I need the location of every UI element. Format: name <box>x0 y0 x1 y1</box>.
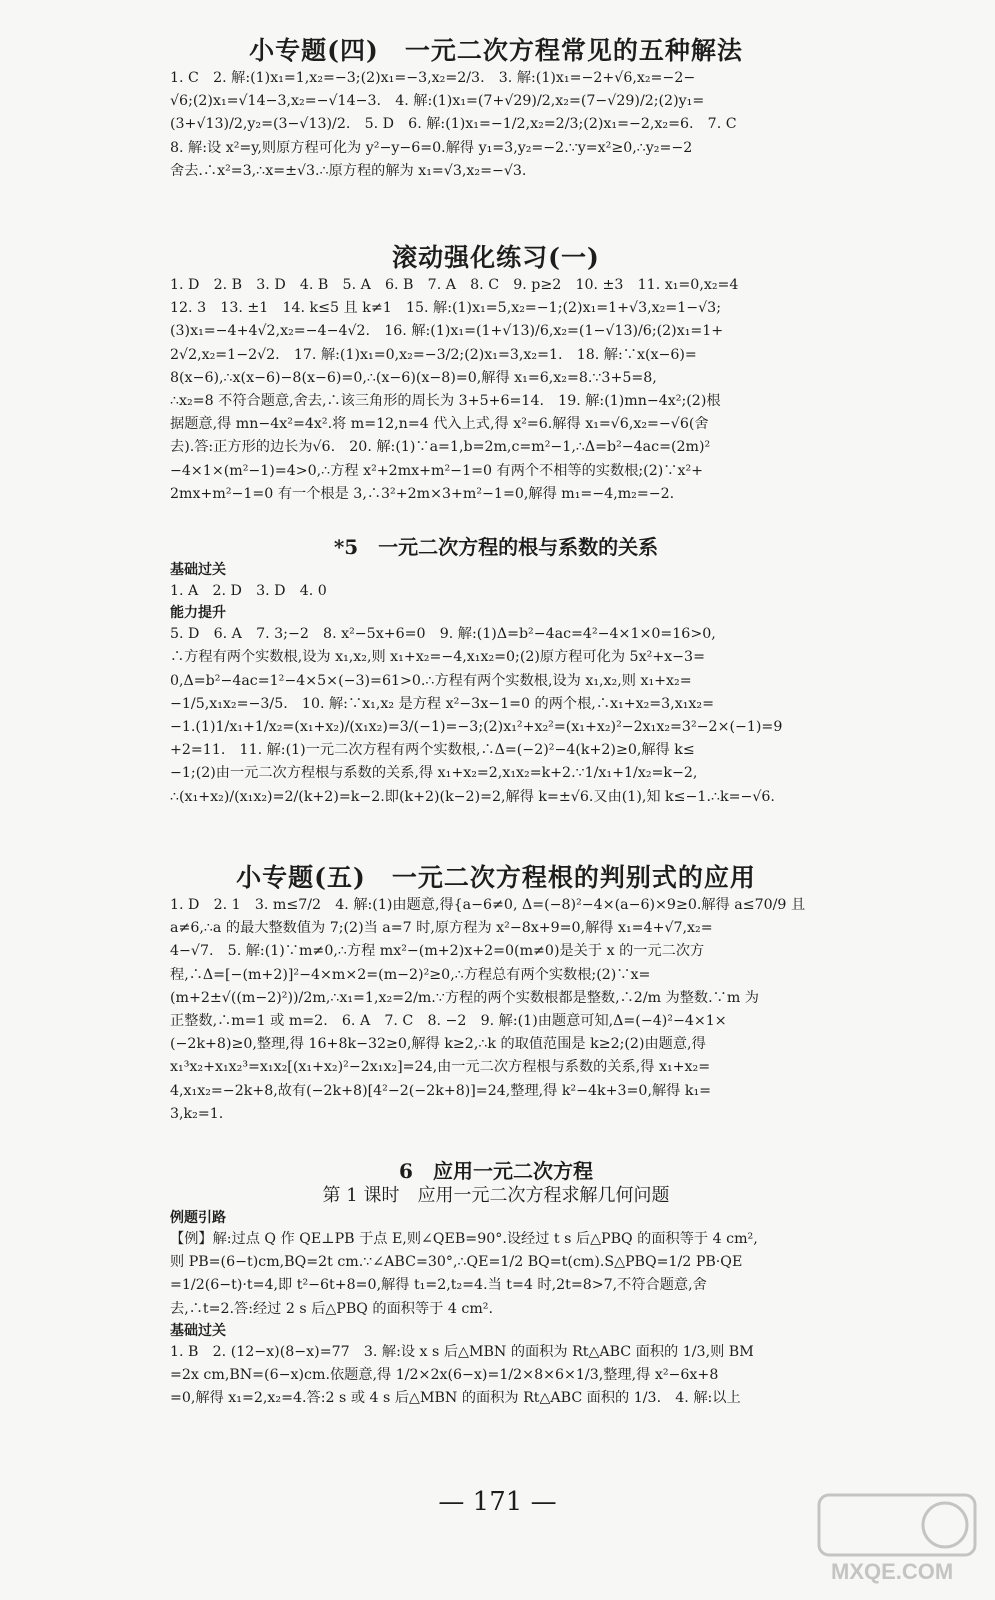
text-line: 4,x₁x₂=−2k+8,故有(−2k+8)[4²−2(−2k+8)]=24,整理,得 k²−4k+3=0,解得 k₁= <box>170 1082 712 1099</box>
text-line: ∴x₂=8 不符合题意,舍去,∴该三角形的周长为 3+5+6=14. 19. 解:(1)mn−4x²;(2)根 <box>170 393 721 410</box>
page-number: — 171 — <box>438 1487 557 1517</box>
text-line: =2x cm,BN=(6−x)cm.依题意,得 1/2×2x(6−x)=1/2×8×6×1/3,整理,得 x²−6x+8 <box>170 1367 719 1384</box>
text-line: 0,Δ=b²−4ac=1²−4×5×(−3)=61>0.∴方程有两个实数根,设为 x₁,x₂,则 x₁+x₂= <box>170 672 692 689</box>
text-line: 1. B 2. (12−x)(8−x)=77 3. 解:设 x s 后△MBN 的面积为 Rt△ABC 面积的 1/3,则 BM <box>170 1343 754 1360</box>
text-line: 12. 3 13. ±1 14. k≤5 且 k≠1 15. 解:(1)x₁=5,x₂=−1;(2)x₁=1+√3,x₂=1−√3; <box>170 300 721 317</box>
text-line: 5. D 6. A 7. 3;−2 8. x²−5x+6=0 9. 解:(1)Δ=b²−4ac=4²−4×1×0=16>0, <box>170 626 716 643</box>
section-body <box>170 67 822 183</box>
section-title: 小专题(五) 一元二次方程根的判别式的应用 <box>236 863 756 892</box>
example-body <box>170 1228 822 1321</box>
text-line: 3,k₂=1. <box>170 1105 224 1122</box>
text-line: 去,∴t=2.答:经过 2 s 后△PBQ 的面积等于 4 cm². <box>170 1300 493 1317</box>
text-line: 4−√7. 5. 解:(1)∵m≠0,∴方程 mx²−(m+2)x+2=0(m≠0)是关于 x 的一元二次方 <box>170 943 705 960</box>
subheading-advanced: 能力提升 <box>170 605 226 622</box>
text-line: =1/2(6−t)·t=4,即 t²−6t+8=0,解得 t₁=2,t₂=4.当 t=4 时,2t=8>7,不符合题意,舍 <box>170 1277 707 1294</box>
text-line: −1;(2)由一元二次方程根与系数的关系,得 x₁+x₂=2,x₁x₂=k+2.∵1/x₁+1/x₂=k−2, <box>170 765 698 782</box>
lesson-title: 第 1 课时 应用一元二次方程求解几何问题 <box>322 1185 670 1206</box>
text-line: 1. D 2. 1 3. m≤7/2 4. 解:(1)由题意,得{a−6≠0, Δ=(−8)²−4×(a−6)×9≥0.解得 a≤70/9 且 <box>170 897 806 913</box>
watermark-logo <box>817 1491 977 1586</box>
text-line: (m+2±√((m−2)²))/2m,∴x₁=1,x₂=2/m.∵方程的两个实数根都是整数,∴2/m 为整数.∵m 为 <box>170 989 759 1006</box>
svg-text:MXQE.COM: MXQE.COM <box>831 1559 954 1584</box>
text-line: −1.(1)1/x₁+1/x₂=(x₁+x₂)/(x₁x₂)=3/(−1)=−3;(2)x₁²+x₂²=(x₁+x₂)²−2x₁x₂=3²−2×(−1)=9 <box>170 719 783 736</box>
text-line: 8. 解:设 x²=y,则原方程可化为 y²−y−6=0.解得 y₁=3,y₂=−2.∵y=x²≥0,∴y₂=−2 <box>170 139 693 156</box>
section-title: 6 应用一元二次方程 <box>399 1159 593 1183</box>
text-line: (3)x₁=−4+4√2,x₂=−4−4√2. 16. 解:(1)x₁=(1+√13)/6,x₂=(1−√13)/6;(2)x₁=1+ <box>170 323 724 340</box>
text-line: −4×1×(m²−1)=4>0,∴方程 x²+2mx+m²−1=0 有两个不相等的实数根;(2)∵x²+ <box>170 462 704 479</box>
text-line: +2=11. 11. 解:(1)一元二次方程有两个实数根,∴Δ=(−2)²−4(k+2)≥0,解得 k≤ <box>170 742 695 759</box>
text-line: √6;(2)x₁=√14−3,x₂=−√14−3. 4. 解:(1)x₁=(7+√29)/2,x₂=(7−√29)/2;(2)y₁= <box>170 93 705 110</box>
text-line: 【例】解:过点 Q 作 QE⊥PB 于点 E,则∠QEB=90°.设经过 t s 后△PBQ 的面积等于 4 cm², <box>170 1231 758 1247</box>
text-line: 据题意,得 mn−4x²=4x².将 m=12,n=4 代入上式,得 x²=6.解得 x₁=√6,x₂=−√6(舍 <box>170 416 709 433</box>
text-line: (3+√13)/2,y₂=(3−√13)/2. 5. D 6. 解:(1)x₁=−1/2,x₂=2/3;(2)x₁=−2,x₂=6. 7. C <box>170 116 737 133</box>
section-body <box>170 1341 822 1411</box>
text-line: ∴方程有两个实数根,设为 x₁,x₂,则 x₁+x₂=−4,x₁x₂=0;(2)原方程可化为 5x²+x−3= <box>170 649 705 666</box>
subheading-basic: 基础过关 <box>170 1322 226 1339</box>
section-title: 小专题(四) 一元二次方程常见的五种解法 <box>249 36 743 65</box>
text-line: −1/5,x₁x₂=−3/5. 10. 解:∵x₁,x₂ 是方程 x²−3x−1=0 的两个根,∴x₁+x₂=3,x₁x₂= <box>170 695 714 712</box>
text-line: 正整数,∴m=1 或 m=2. 6. A 7. C 8. −2 9. 解:(1)由题意可知,Δ=(−4)²−4×1× <box>170 1013 727 1030</box>
text-line: 程,∴Δ=[−(m+2)]²−4×m×2=(m−2)²≥0,∴方程总有两个实数根;(2)∵x= <box>170 966 651 983</box>
section-body <box>170 580 822 603</box>
text-line: 1. C 2. 解:(1)x₁=1,x₂=−3;(2)x₁=−3,x₂=2/3. 3. 解:(1)x₁=−2+√6,x₂=−2− <box>170 70 696 86</box>
text-line: a≠6,∴a 的最大整数值为 7;(2)当 a=7 时,原方程为 x²−8x+9=0,解得 x₁=4+√7,x₂= <box>170 920 713 937</box>
section-application <box>170 1158 822 1410</box>
text-line: 2√2,x₂=1−2√2. 17. 解:(1)x₁=0,x₂=−3/2;(2)x₁=3,x₂=1. 18. 解:∵x(x−6)= <box>170 346 697 363</box>
section-title: 滚动强化练习(一) <box>392 243 600 272</box>
subheading-example: 例题引路 <box>170 1210 226 1226</box>
text-line: 2mx+m²−1=0 有一个根是 3,∴3²+2m×3+m²−1=0,解得 m₁=−4,m₂=−2. <box>170 485 675 502</box>
section-root-coefficient-relation <box>170 534 822 809</box>
text-line: 8(x−6),∴x(x−6)−8(x−6)=0,∴(x−6)(x−8)=0,解得 x₁=6,x₂=8.∵3+5=8, <box>170 369 657 386</box>
text-line: =0,解得 x₁=2,x₂=4.答:2 s 或 4 s 后△MBN 的面积为 Rt△ABC 面积的 1/3. 4. 解:以上 <box>170 1390 741 1407</box>
section-special-topic-5 <box>170 862 822 1126</box>
text-line: x₁³x₂+x₁x₂³=x₁x₂[(x₁+x₂)²−2x₁x₂]=24,由一元二次方程根与系数的关系,得 x₁+x₂= <box>170 1059 711 1076</box>
section-title: *5 一元二次方程的根与系数的关系 <box>333 535 659 559</box>
text-line: 去).答:正方形的边长为√6. 20. 解:(1)∵a=1,b=2m,c=m²−1,∴Δ=b²−4ac=(2m)² <box>170 439 711 456</box>
subheading-basic: 基础过关 <box>170 562 226 578</box>
text-line: 舍去.∴x²=3,∴x=±√3.∴原方程的解为 x₁=√3,x₂=−√3. <box>170 162 527 179</box>
section-rolling-practice-1 <box>170 242 822 506</box>
section-body <box>170 894 822 1126</box>
text-line: 1. A 2. D 3. D 4. 0 <box>170 583 327 599</box>
text-line: 1. D 2. B 3. D 4. B 5. A 6. B 7. A 8. C 9. p≥2 10. ±3 11. x₁=0,x₂=4 <box>170 277 739 293</box>
text-line: 则 PB=(6−t)cm,BQ=2t cm.∵∠ABC=30°,∴QE=1/2 BQ=t(cm).S△PBQ=1/2 PB·QE <box>170 1254 743 1271</box>
section-body <box>170 623 822 809</box>
text-line: (−2k+8)≥0,整理,得 16+8k−32≥0,解得 k≥2,∴k 的取值范围是 k≥2;(2)由题意,得 <box>170 1036 706 1053</box>
section-special-topic-4 <box>170 35 822 183</box>
text-line: ∴(x₁+x₂)/(x₁x₂)=2/(k+2)=k−2.即(k+2)(k−2)=2,解得 k=±√6.又由(1),知 k≤−1.∴k=−√6. <box>170 788 775 805</box>
section-body <box>170 274 822 506</box>
